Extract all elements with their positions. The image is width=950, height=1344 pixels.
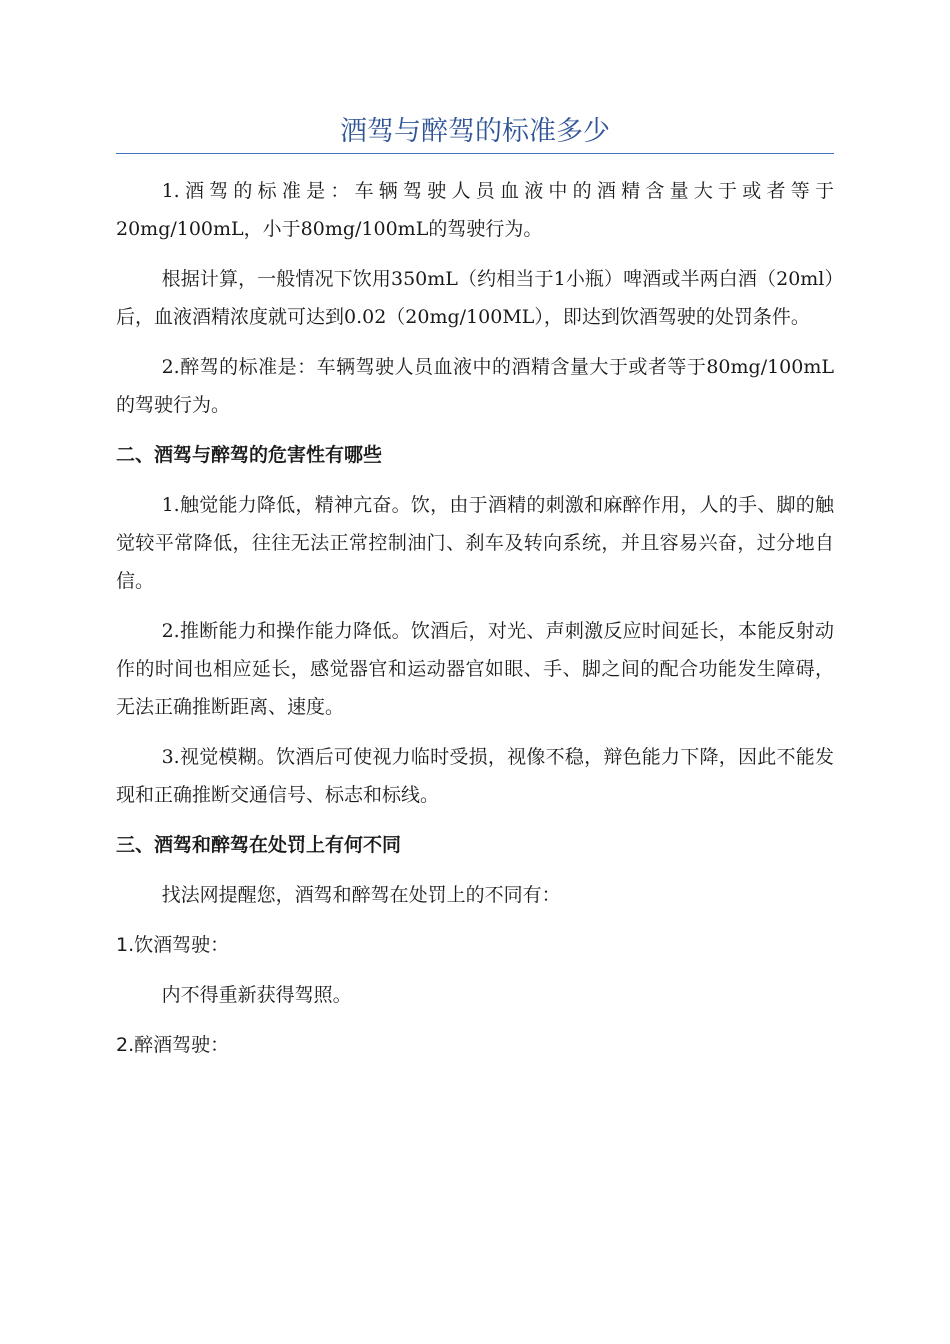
section-heading-hazards: 二、酒驾与醉驾的危害性有哪些 xyxy=(116,444,383,466)
paragraph-penalty-intro: 找法网提醒您，酒驾和醉驾在处罚上的不同有： xyxy=(161,884,561,906)
list-item-drunk-driving xyxy=(116,1026,834,1064)
paragraph-drunk-driving-standard: 2.醉驾的标准是：车辆驾驶人员血液中的酒精含量大于或者等于80mg/100mL的驾驶行为。 xyxy=(116,356,834,416)
list-item-drink-driving xyxy=(116,926,834,964)
paragraph-hazard-vision: 3.视觉模糊。饮酒后可使视力临时受损，视像不稳，辩色能力下降，因此不能发现和正确推断交通信号、标志和标线。 xyxy=(116,746,834,806)
paragraph-hazard-touch: 1.触觉能力降低，精神亢奋。饮，由于酒精的刺激和麻醉作用，人的手、脚的触觉较平常降低，往往无法正常控制油门、刹车及转向系统，并且容易兴奋，过分地自信。 xyxy=(116,494,834,592)
document-body xyxy=(116,172,834,1064)
list-item-number: 2. xyxy=(116,1034,135,1056)
section-heading-penalties: 三、酒驾和醉驾在处罚上有何不同 xyxy=(116,834,402,856)
paragraph-drink-driving-standard: 1.酒驾的标准是：车辆驾驶人员血液中的酒精含量大于或者等于20mg/100mL，小于80mg/100mL的驾驶行为。 xyxy=(116,180,834,240)
list-item-label: 醉酒驾驶： xyxy=(134,1034,230,1056)
title-underline xyxy=(116,153,834,154)
list-item-label: 饮酒驾驶： xyxy=(134,934,230,956)
document-title: 酒驾与醉驾的标准多少 xyxy=(340,116,610,147)
paragraph-license-note: 内不得重新获得驾照。 xyxy=(161,984,352,1006)
list-item-number: 1. xyxy=(116,934,135,956)
paragraph-hazard-judgement: 2.推断能力和操作能力降低。饮酒后，对光、声刺激反应时间延长，本能反射动作的时间也相应延长，感觉器官和运动器官如眼、手、脚之间的配合功能发生障碍，无法正确推断距离、速度。 xyxy=(116,620,834,718)
paragraph-calculation: 根据计算，一般情况下饮用350mL（约相当于1小瓶）啤酒或半两白酒（20ml）后，血液酒精浓度就可达到0.02（20mg/100ML），即达到饮酒驾驶的处罚条件。 xyxy=(116,268,834,328)
